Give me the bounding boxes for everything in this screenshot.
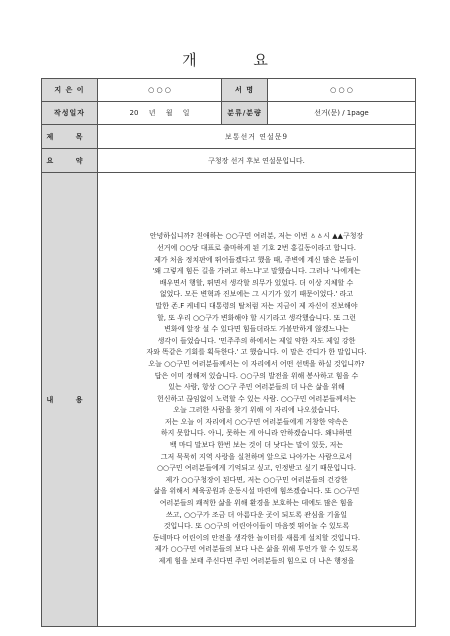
date-row bbox=[42, 102, 416, 125]
content-line: 쓰고, ○○구가 조금 더 아름다운 곳이 되도록 관심을 기울일 bbox=[165, 510, 347, 519]
content-line: 것입니다. 또 ○○구의 어린아이들이 마음껏 뛰어놀 수 있도록 bbox=[163, 522, 350, 531]
content-body bbox=[98, 173, 416, 627]
content-line: 제가 처음 정치판에 뛰어들겠다고 했을 때, 주변에 계신 많은 분들이 bbox=[154, 255, 359, 264]
summary-value: 구청장 선거 후보 연설문입니다. bbox=[98, 149, 416, 173]
signer-label: 서 명 bbox=[222, 79, 268, 102]
signer-value: ○ ○ ○ bbox=[268, 79, 416, 102]
content-line: '왜 그렇게 힘든 길을 가려고 하느냐'고 말했습니다. 그러나 '나에게는 bbox=[152, 267, 361, 276]
content-line: ○○구민 여러분들에게 기억되고 싶고, 인정받고 싶기 때문입니다. bbox=[156, 464, 357, 473]
summary-table bbox=[41, 78, 416, 627]
subject-value: 보통선거 연설문9 bbox=[98, 125, 416, 149]
content-line: 답은 이미 정해져 있습니다. ○○구의 발전을 위해 봉사하고 힘을 수 bbox=[154, 371, 359, 380]
content-line: 삶을 위해서 체육공원과 운동시설 마련에 힘쓰겠습니다. 또 ○○구민 bbox=[153, 487, 360, 496]
content-line: 하지 못합니다. 아니, 못하는 게 아니라 안하겠습니다. 왜냐하면 bbox=[160, 429, 353, 438]
content-line: 제가 ○○구청장이 된다면, 저는 ○○구민 여러분들의 건강한 bbox=[165, 475, 348, 484]
author-row bbox=[42, 79, 416, 102]
content-line: 제가 ○○구민 여러분들의 보다 나은 삶을 위해 투언가 할 수 있도록 bbox=[154, 545, 359, 554]
content-line: 선거에 ○○당 대표로 출마하게 된 기호 2번 홍길동이라고 합니다. bbox=[157, 243, 356, 252]
date-value bbox=[98, 102, 222, 125]
content-line: 헌신하고 끊임없이 노력할 수 있는 사람. ○○구민 여러분들께서는 bbox=[156, 394, 357, 403]
summary-label: 요 약 bbox=[42, 149, 98, 173]
content-line: 저는 오늘 이 자리에서 ○○구민 여러분들에게 거창한 약속은 bbox=[164, 417, 349, 426]
author-value: ○ ○ ○ bbox=[98, 79, 222, 102]
date-month-unit: 월 bbox=[165, 109, 173, 117]
content-line: 오늘 그러한 사람을 찾기 위해 이 자리에 나오셨습니다. bbox=[173, 406, 340, 415]
content-line: 오늘 ○○구민 여러분들께서는 이 자리에서 어떤 선택을 하실 것입니까? bbox=[148, 359, 365, 368]
content-line: 할, 또 우리 ○○구가 변화해야 할 시기라고 생각했습니다. 또 그런 bbox=[157, 313, 356, 322]
subject-label: 제 목 bbox=[42, 125, 98, 149]
content-line: 제게 힘을 보태 주신다면 주민 여러분들의 힘으로 더 나은 행정을 bbox=[158, 557, 355, 566]
content-row bbox=[42, 173, 416, 627]
content-line: 변화에 앞장 설 수 있다면 힘들더라도 가볼만하게 않겠느냐는 bbox=[164, 325, 349, 334]
subject-row bbox=[42, 125, 416, 149]
date-year-unit: 년 bbox=[148, 109, 156, 117]
category-value: 선거(문) / 1page bbox=[268, 102, 416, 125]
date-label: 작성일자 bbox=[42, 102, 98, 125]
date-year: 20 bbox=[129, 109, 139, 117]
content-line: 안녕하십니까? 친애하는 ○○구민 여러분, 저는 이번 ㅿㅿ시 ▲▲구청장 bbox=[149, 232, 364, 241]
content-line: 동네마다 어린이의 안전을 생각한 놀이터를 새롭게 설치할 것입니다. bbox=[152, 533, 361, 542]
content-line: 말한 존.F 케네디 대통령의 탈처럼 저는 지금이 제 자신이 진보해야 bbox=[155, 301, 358, 310]
summary-row bbox=[42, 149, 416, 173]
category-label: 분류/분량 bbox=[222, 102, 268, 125]
content-line: 여러분들의 쾌적한 삶을 위해 환경을 보호하는 데에도 많은 힘을 bbox=[159, 499, 354, 508]
document-title: 개 요 bbox=[182, 51, 294, 69]
content-line: 생각이 들었습니다. '민주주의 하에서는 제일 약한 자도 제일 강한 bbox=[157, 336, 356, 345]
content-line: 없었다. 모든 변혁과 진보에는 그 시기가 있기 때문이었다.' 라고 bbox=[159, 290, 354, 299]
content-label: 내 용 bbox=[42, 173, 98, 627]
content-line: 있는 사람, 항상 ○○구 주민 여러분들의 더 나은 삶을 위해 bbox=[168, 383, 345, 392]
content-line: 배우면서 행할, 뛰면서 생각할 의무가 있었다. 더 이상 지체할 수 bbox=[159, 278, 354, 287]
author-label: 지 은 이 bbox=[42, 79, 98, 102]
content-line: 백 마디 말보다 한번 보는 것이 더 낫다는 말이 있듯, 저는 bbox=[169, 441, 344, 450]
content-line: 자와 똑같은 기회를 획득한다.' 고 했습니다. 이 말은 간디가 한 말입니다. bbox=[146, 348, 367, 357]
content-line: 그저 묵묵히 지역 사랑을 실천하며 앞으로 나아가는 사람으로서 bbox=[160, 452, 353, 461]
date-day-unit: 일 bbox=[182, 109, 190, 117]
